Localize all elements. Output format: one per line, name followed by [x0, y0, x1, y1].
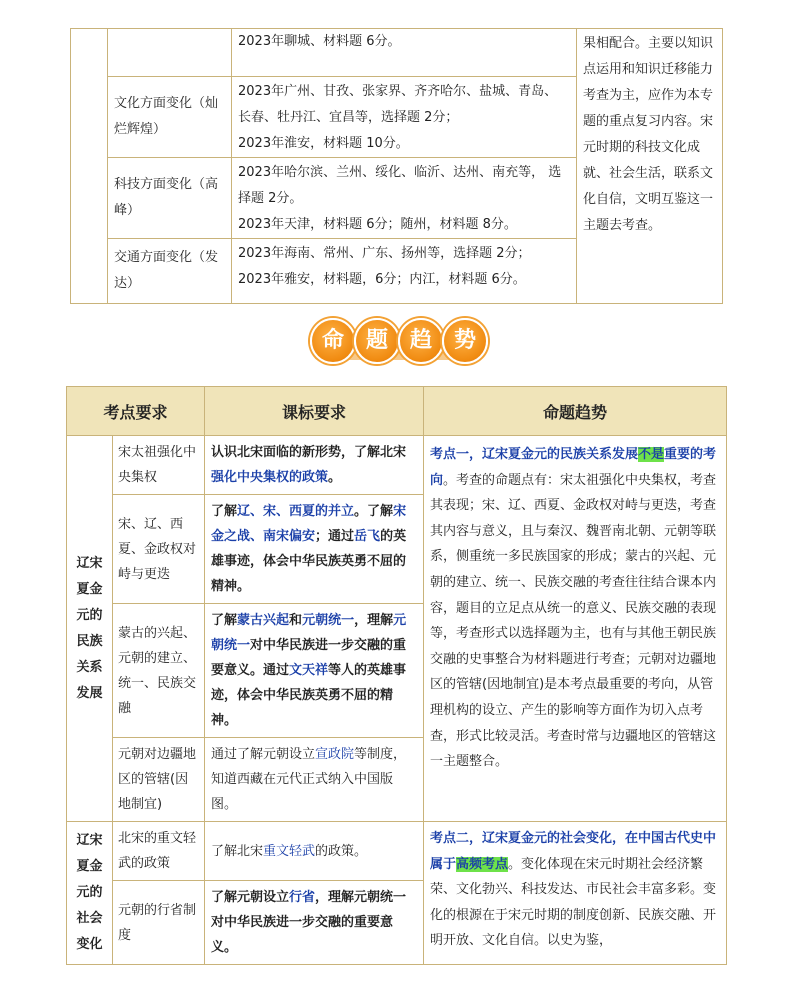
category-cell: 辽宋夏金元的民族关系发展 — [67, 436, 113, 822]
topic-cell — [108, 29, 232, 77]
topic-cell: 科技方面变化（高峰） — [108, 158, 232, 239]
banner-char: 题 — [354, 318, 400, 364]
trend-cell: 考点一，辽宋夏金元的民族关系发展不是重要的考向。考查的命题点有：宋太祖强化中央集权，考查其表现；宋、辽、西夏、金政权对峙与更迭，考查其内容与意义，且与秦汉、魏晋南北朝、元朝等联系，侧重统一多民族国家的形成；蒙古的兴起、元朝的建立、统一、民族交融的考查往往结合课本内容，题目的立足点从统一的意义、民族交融的表现等，考查形式以选择题为主，也有与其他王朝民族交融的史事整合为材料题进行考查；元朝对边疆地区的管辖(因地制宜)是本考点最重要的考向，从管理机构的设立、产生的影响等方面作为切入点考查，形式比较灵活。考查时常与边疆地区的管辖这一主题整合。 — [424, 436, 727, 822]
banner-char: 趋 — [398, 318, 444, 364]
exam-trend-table — [66, 386, 727, 965]
topic-cell: 交通方面变化（发达） — [108, 239, 232, 304]
header-trend: 命题趋势 — [424, 387, 727, 436]
point-cell: 元朝的行省制度 — [113, 881, 205, 965]
header-exam-points: 考点要求 — [67, 387, 205, 436]
topic-cell: 文化方面变化（灿烂辉煌） — [108, 77, 232, 158]
table-row — [71, 29, 723, 77]
table-header-row — [67, 387, 727, 436]
section-banner — [310, 318, 484, 362]
top-table — [70, 28, 723, 304]
trend-cell: 考点二，辽宋夏金元的社会变化，在中国古代史中属于高频考点。变化体现在宋元时期社会经济繁荣、文化勃兴、科技发达、市民社会丰富多彩。变化的根源在于宋元时期的制度创新、民族交融、开明开放、文化自信。以史为鉴， — [424, 822, 727, 965]
requirement-cell: 通过了解元朝设立宣政院等制度，知道西藏在元代正式纳入中国版图。 — [205, 738, 424, 822]
table-row — [67, 822, 727, 881]
point-cell: 蒙古的兴起、元朝的建立、统一、民族交融 — [113, 604, 205, 738]
point-cell: 北宋的重文轻武的政策 — [113, 822, 205, 881]
banner-char: 势 — [442, 318, 488, 364]
banner-char: 命 — [310, 318, 356, 364]
point-cell: 宋、辽、西夏、金政权对峙与更迭 — [113, 495, 205, 604]
category-cell — [71, 29, 108, 304]
examples-cell: 2023年广州、甘孜、张家界、齐齐哈尔、盐城、青岛、长春、牡丹江、宜昌等，选择题 2分； 2023年淮安，材料题 10分。 — [232, 77, 577, 158]
table-row — [67, 436, 727, 495]
examples-cell: 2023年海南、常州、广东、扬州等，选择题 2分； 2023年雅安，材料题，6分；内江，材料题 6分。 — [232, 239, 577, 304]
requirement-cell: 了解北宋重文轻武的政策。 — [205, 822, 424, 881]
header-curriculum: 课标要求 — [205, 387, 424, 436]
requirement-cell: 认识北宋面临的新形势，了解北宋强化中央集权的政策。 — [205, 436, 424, 495]
examples-cell: 2023年聊城、材料题 6分。 — [232, 29, 577, 77]
note-cell: 果相配合。主要以知识点运用和知识迁移能力考查为主，应作为本专题的重点复习内容。宋元时期的科技文化成就、社会生活，联系文化自信，文明互鉴这一主题去考查。 — [577, 29, 723, 304]
requirement-cell: 了解元朝设立行省，理解元朝统一对中华民族进一步交融的重要意义。 — [205, 881, 424, 965]
examples-cell: 2023年哈尔滨、兰州、绥化、临沂、达州、南充等， 选择题 2分。 2023年天津，材料题 6分；随州，材料题 8分。 — [232, 158, 577, 239]
point-cell: 宋太祖强化中央集权 — [113, 436, 205, 495]
category-cell: 辽宋夏金元的社会变化 — [67, 822, 113, 965]
point-cell: 元朝对边疆地区的管辖(因地制宜) — [113, 738, 205, 822]
requirement-cell: 了解蒙古兴起和元朝统一，理解元朝统一对中华民族进一步交融的重要意义。通过文天祥等人的英雄事迹，体会中华民族英勇不屈的精神。 — [205, 604, 424, 738]
requirement-cell: 了解辽、宋、西夏的并立。了解宋金之战、南宋偏安；通过岳飞的英雄事迹，体会中华民族英勇不屈的精神。 — [205, 495, 424, 604]
